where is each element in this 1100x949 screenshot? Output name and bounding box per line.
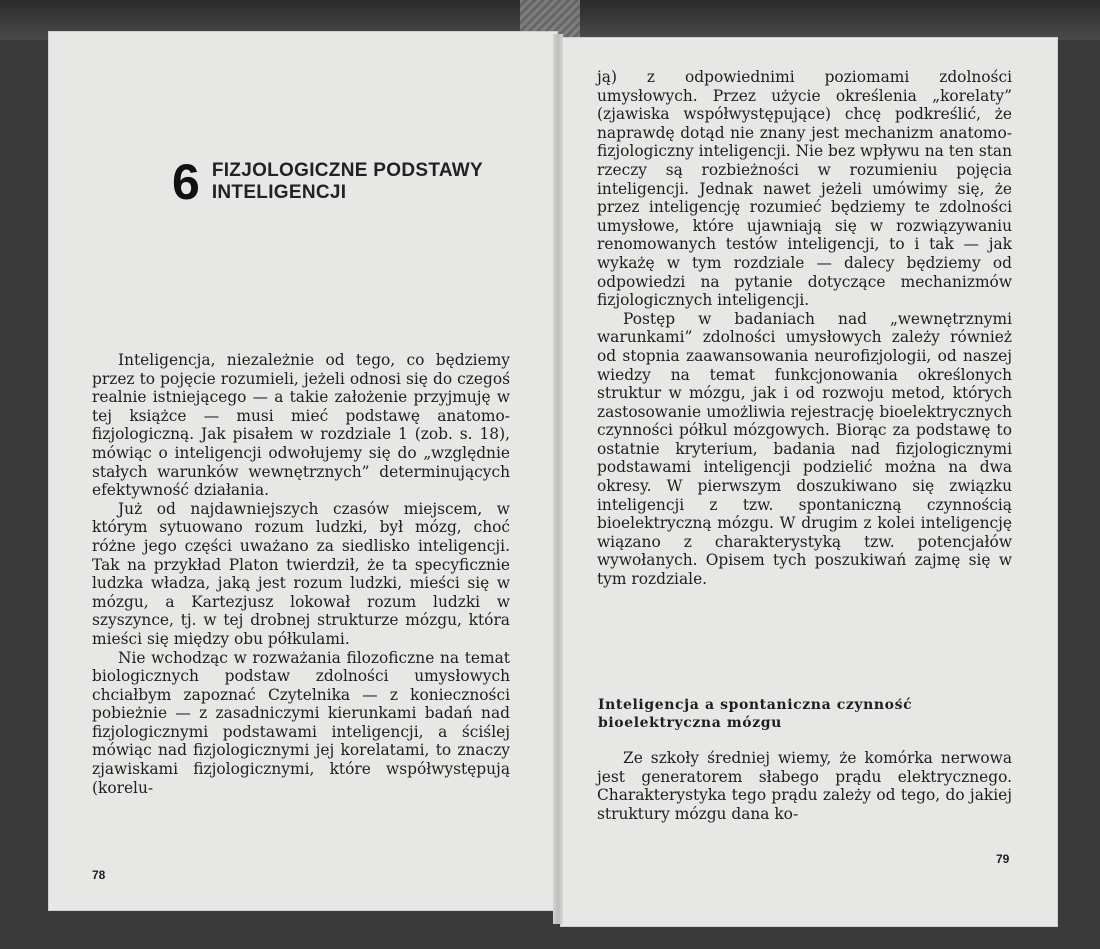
paragraph: ją) z odpowiednimi poziomami zdolności umysłowych. Przez użycie określenia „korelaty” (zjawiska współwystępujące) chcę podkreślić, że naprawdę dotąd nie znany jest mechanizm anatomo-fizjologiczny inteligencji. Nie bez wpływu na ten stan rzeczy są rozbieżności w rozumieniu pojęcia inteligencji. Jednak nawet jeżeli umówimy się, że przez inteligencję rozumieć będziemy te zdolności umysłowe, które ujawniają się w rozwiązywaniu renomowanych testów inteligencji, to i tak — jak wykażę w tym rozdziale — dalecy będziemy od odpowiedzi na pytanie dotyczące mechanizmów fizjologicznych inteligencji. bbox=[597, 68, 1012, 310]
right-text-column bbox=[597, 68, 1012, 589]
paragraph: Ze szkoły średniej wiemy, że komórka nerwowa jest generatorem słabego prądu elektrycznego. Charakterystyka tego prądu zależy od tego, do jakiej struktury mózgu dana ko- bbox=[597, 749, 1012, 823]
chapter-title-line1: FIZJOLOGICZNE PODSTAWY bbox=[211, 160, 484, 181]
left-text-column bbox=[92, 351, 510, 797]
paragraph: Inteligencja, niezależnie od tego, co będziemy przez to pojęcie rozumieli, jeżeli odnosi się do czegoś realnie istniejącego — a takie założenie przyjmuję w tej książce — musi mieć podstawę anatomo-fizjologiczną. Jak pisałem w rozdziale 1 (zob. s. 18), mówiąc o inteligencji odwołujemy się do „względnie stałych warunków wewnętrznych” determinujących efektywność działania. bbox=[92, 351, 510, 500]
page-number-right: 79 bbox=[996, 852, 1010, 866]
book-gutter bbox=[553, 34, 563, 924]
chapter-title bbox=[212, 160, 483, 204]
chapter-number: 6 bbox=[172, 154, 200, 210]
paragraph: Postęp w badaniach nad „wewnętrznymi warunkami” zdolności umysłowych zależy również od stopnia zaawansowania neurofizjologii, od naszej wiedzy na temat funkcjonowania określonych struktur w mózgu, jak i od rozwoju metod, których zastosowanie umożliwia rejestrację bioelektrycznych czynności półkul mózgowych. Biorąc za podstawę to ostatnie kryterium, badania nad fizjologicznymi podstawami inteligencji podzielić można na dwa okresy. W pierwszym doszukiwano się związku inteligencji z tzw. spontaniczną czynnością bioelektryczną mózgu. W drugim z kolei inteligencję wiązano z charakterystyką tzw. potencjałów wywołanych. Opisem tych poszukiwań zajmę się w tym rozdziale. bbox=[597, 309, 1012, 589]
paragraph: Nie wchodząc w rozważania filozoficzne na temat biologicznych podstaw zdolności umysłowych chciałbym zapoznać Czytelnika — z konieczności pobieżnie — z zasadniczymi kierunkami badań nad fizjologicznymi podstawami inteligencji, a ściślej mówiąc nad fizjologicznymi jej korelatami, to znaczy zjawiskami fizjologicznymi, które współwystępują (korelu- bbox=[92, 648, 510, 797]
chapter-title-line2: INTELIGENCJI bbox=[211, 182, 347, 203]
chapter-header bbox=[172, 152, 483, 212]
section-heading: Inteligencja a spontaniczna czynność bioelektryczna mózgu bbox=[598, 697, 913, 731]
paragraph: Już od najdawniejszych czasów miejscem, w którym sytuowano rozum ludzki, był mózg, choć różne jego części uważano za siedlisko inteligencji. Tak na przykład Platon twierdził, że ta specyficznie ludzka władza, jaką jest rozum ludzki, mieści się w mózgu, a Kartezjusz lokował rozum ludzki w szyszynce, tj. w tej drobnej strukturze mózgu, która mieści się między obu półkulami. bbox=[92, 499, 510, 648]
section-text-column bbox=[597, 749, 1012, 823]
page-number-left: 78 bbox=[92, 868, 106, 882]
